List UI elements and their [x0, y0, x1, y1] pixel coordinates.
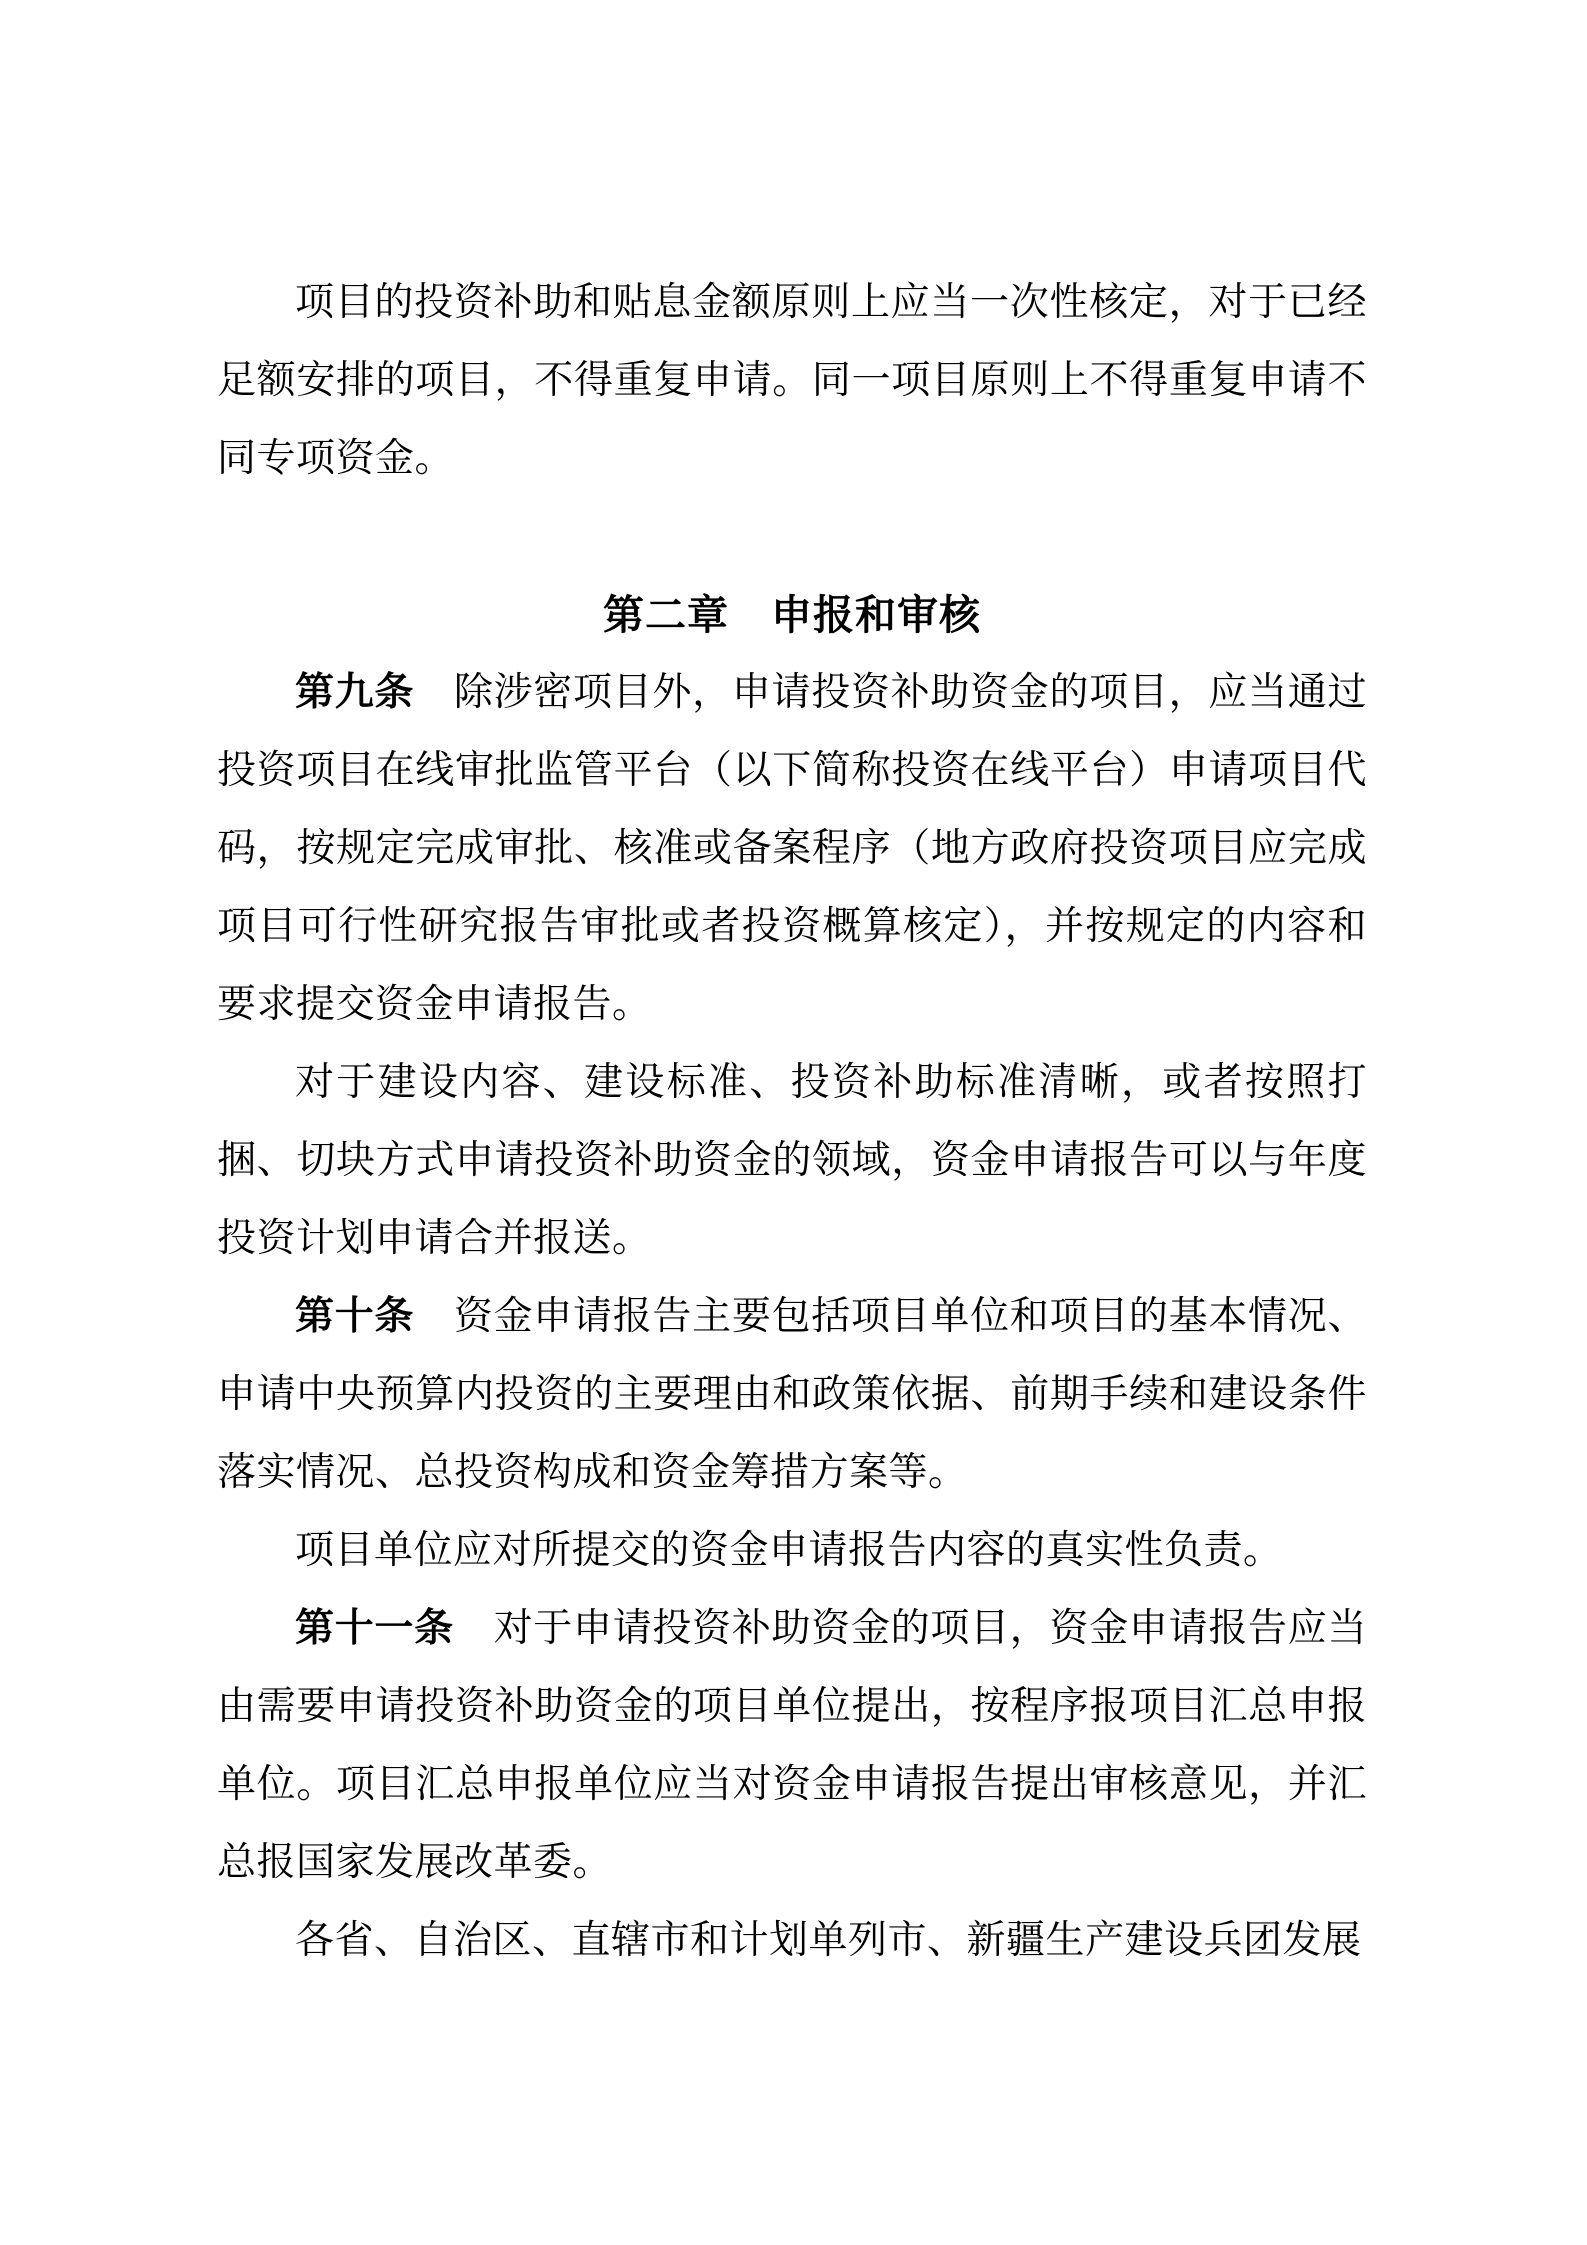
- article-paragraph: [217, 1590, 1367, 1902]
- paragraph-text: 资金申请报告主要包括项目单位和项目的基本情况、申请中央预算内投资的主要理由和政策依据、前期手续和建设条件落实情况、总投资构成和资金筹措方案等。: [217, 1295, 1367, 1494]
- article-paragraph: [217, 654, 1367, 1044]
- paragraph-text: 除涉密项目外，申请投资补助资金的项目，应当通过投资项目在线审批监管平台（以下简称投资在线平台）申请项目代码，按规定完成审批、核准或备案程序（地方政府投资项目应完成项目可行性研究报告审批或者投资概算核定），并按规定的内容和要求提交资金申请报告。: [217, 671, 1367, 1026]
- paragraph-text: 项目单位应对所提交的资金申请报告内容的真实性负责。: [295, 1529, 1283, 1572]
- document-text-block: [217, 264, 1367, 1980]
- body-paragraph: [217, 1902, 1367, 1980]
- article-number: 第十一条: [295, 1607, 454, 1650]
- body-paragraph: [217, 1044, 1367, 1278]
- article-paragraph: [217, 1278, 1367, 1512]
- paragraph-text: 各省、自治区、直辖市和计划单列市、新疆生产建设兵团发展: [295, 1919, 1362, 1962]
- paragraph-text: 对于建设内容、建设标准、投资补助标准清晰，或者按照打捆、切块方式申请投资补助资金的领域，资金申请报告可以与年度投资计划申请合并报送。: [217, 1061, 1367, 1260]
- body-paragraph: [217, 1512, 1367, 1590]
- article-number: 第九条: [295, 671, 415, 714]
- article-number: 第十条: [295, 1295, 415, 1338]
- body-paragraph: [217, 264, 1367, 498]
- paragraph-text: 项目的投资补助和贴息金额原则上应当一次性核定，对于已经足额安排的项目，不得重复申请。同一项目原则上不得重复申请不同专项资金。: [217, 281, 1367, 480]
- chapter-heading: 第二章 申报和审核: [603, 592, 981, 638]
- paragraph-text: 对于申请投资补助资金的项目，资金申请报告应当由需要申请投资补助资金的项目单位提出，按程序报项目汇总申报单位。项目汇总申报单位应当对资金申请报告提出审核意见，并汇总报国家发展改革委。: [217, 1607, 1367, 1884]
